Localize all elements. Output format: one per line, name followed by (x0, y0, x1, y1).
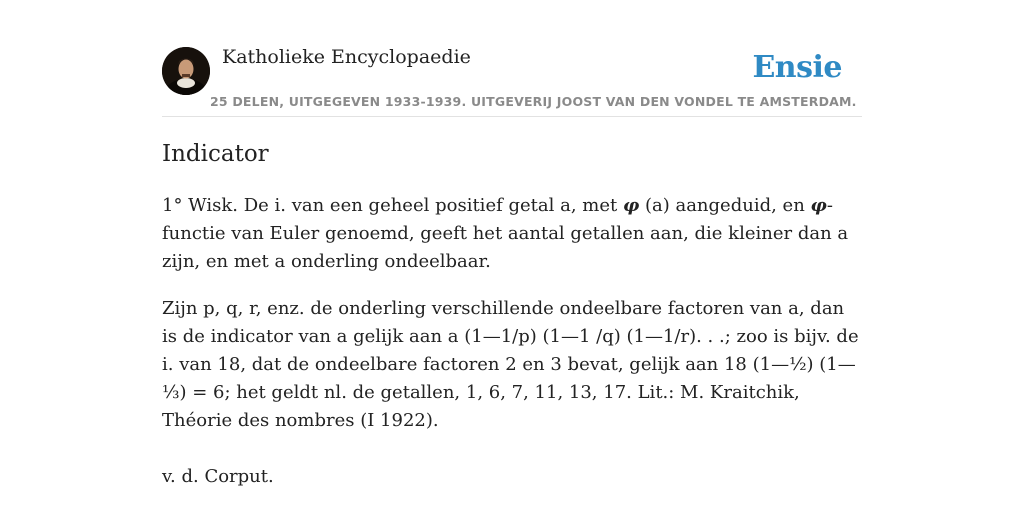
article-paragraph-1 (162, 192, 862, 276)
paragraph-1-text-c: -functie van Euler genoemd, geeft het aantal getallen aan, die kleiner dan a zijn, en met a onderling ondeelbaar. (162, 195, 849, 272)
article-title: Indicator (162, 141, 269, 167)
phi-symbol: φ (810, 195, 827, 216)
series-title[interactable]: Katholieke Encyclopaedie (222, 46, 471, 68)
portrait-image (162, 47, 210, 95)
ensie-logo[interactable]: Ensie (752, 50, 842, 85)
paragraph-1-text-a: 1° Wisk. De i. van een geheel positief getal a, met (162, 195, 623, 216)
avatar[interactable] (162, 47, 210, 95)
site-header (162, 44, 862, 117)
series-subtitle: 25 DELEN, UITGEGEVEN 1933-1939. UITGEVERIJ JOOST VAN DEN VONDEL TE AMSTERDAM. (210, 94, 857, 109)
article (162, 136, 862, 491)
author-signature: v. d. Corput. (162, 466, 274, 487)
paragraph-1-text-b: (a) aangeduid, en (639, 195, 811, 216)
phi-symbol: φ (622, 195, 640, 216)
article-paragraph-2: Zijn p, q, r, enz. de onderling verschillende ondeelbare factoren van a, dan is de indicator van a gelijk aan a (1—1/p) (1—1 /q) (1—1/r). . .; zoo is bijv. de i. van 18, dat de ondeelbare factoren 2 en 3 bevat, gelijk aan 18 (1—½) (1—⅓) = 6; het geldt nl. de getallen, 1, 6, 7, 11, 13, 17. Lit.: M. Kraitchik, Théorie des nombres (I 1922). (162, 298, 859, 431)
